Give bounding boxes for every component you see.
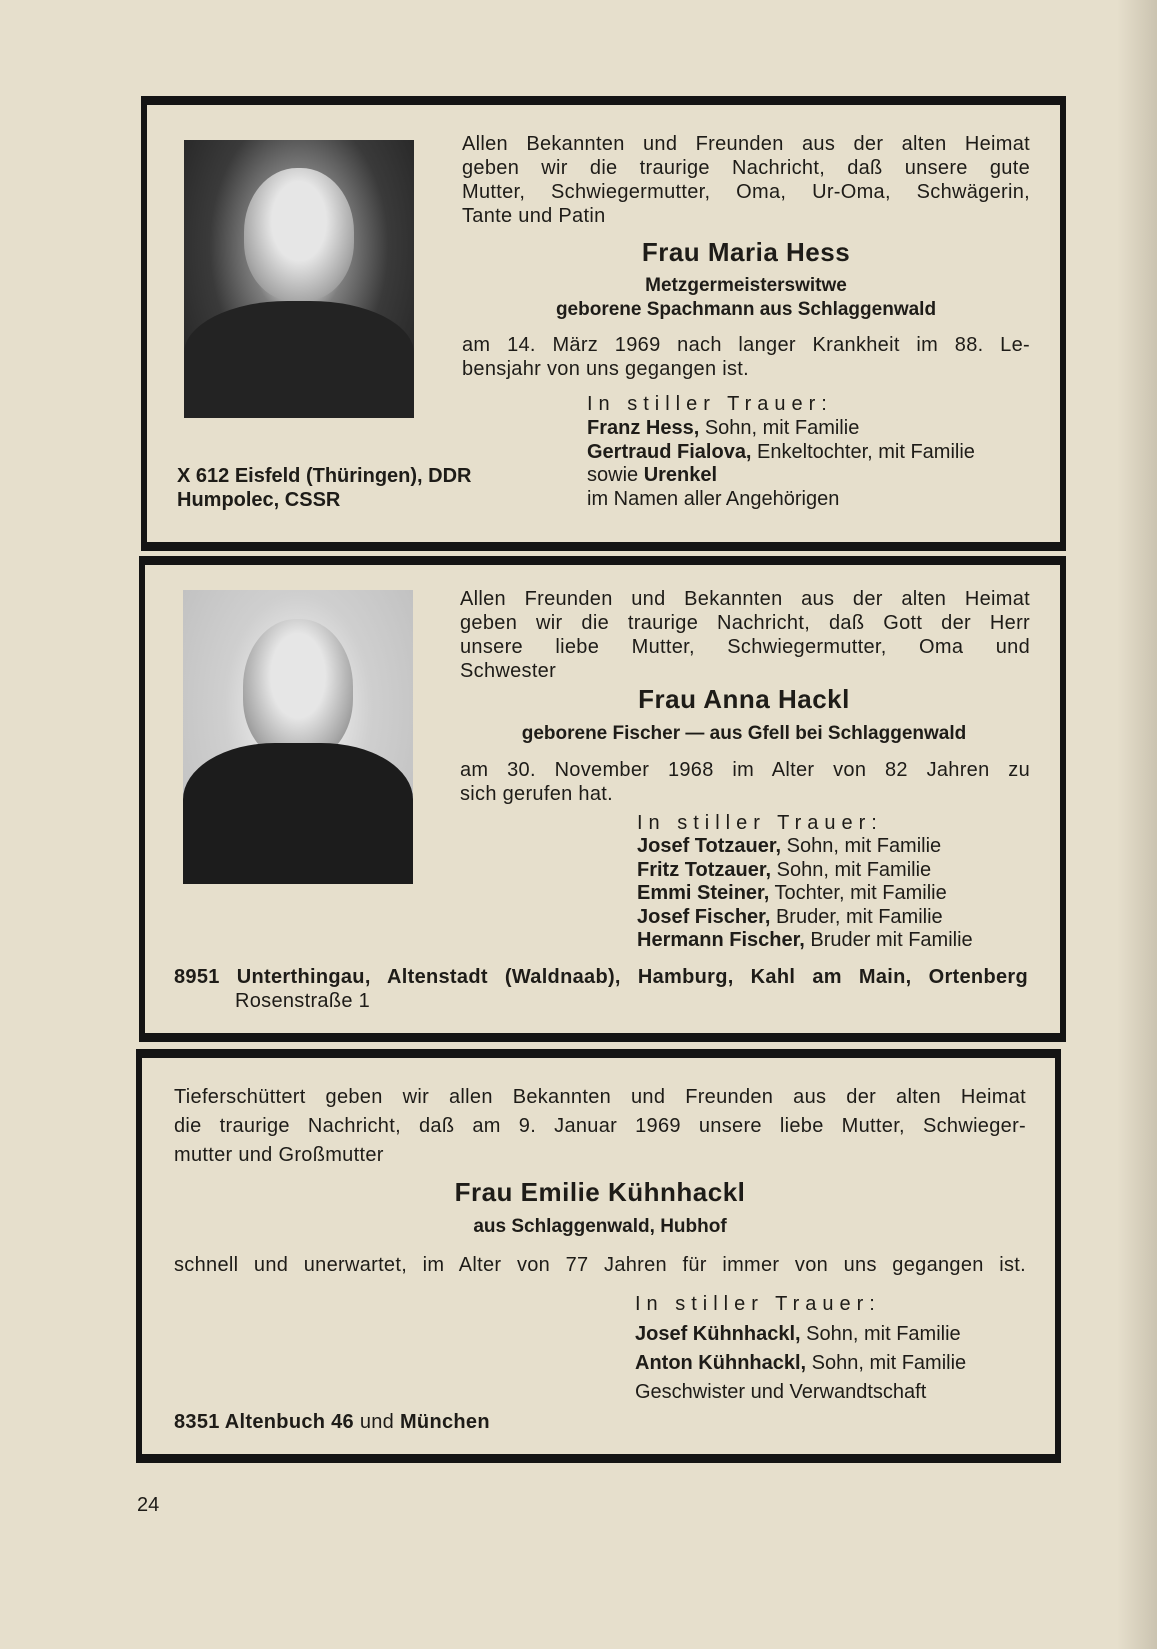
mourner: Fritz Totzauer, Sohn, mit Familie <box>637 858 932 881</box>
death-line: sich gerufen hat. <box>460 783 613 805</box>
address-line: 8351 Altenbuch 46 und München <box>174 1411 490 1433</box>
intro-line: Tieferschüttert geben wir allen Bekannten und Freunden aus der alten Heimat <box>174 1086 1026 1108</box>
mourner: Franz Hess, Sohn, mit Familie <box>587 417 860 439</box>
deceased-occupation: Metzgermeisterswitwe <box>645 275 847 296</box>
intro-line: Schwester <box>460 660 557 682</box>
page-number: 24 <box>137 1494 160 1516</box>
mourner: Anton Kühnhackl, Sohn, mit Familie <box>635 1352 967 1374</box>
mourning-heading: In stiller Trauer: <box>637 812 883 834</box>
deceased-name: Frau Anna Hackl <box>638 684 850 714</box>
intro-line: mutter und Großmutter <box>174 1144 384 1166</box>
mourner: Hermann Fischer, Bruder mit Familie <box>637 929 973 951</box>
page-edge-shadow <box>1117 0 1157 1649</box>
death-line: am 14. März 1969 nach langer Krankheit im 88. Le- <box>462 334 1030 356</box>
intro-line: Allen Bekannten und Freunden aus der alten Heimat <box>462 133 1030 155</box>
address-line: Rosenstraße 1 <box>235 990 371 1012</box>
mourner: Josef Kühnhackl, Sohn, mit Familie <box>635 1323 961 1345</box>
mourner: im Namen aller Angehörigen <box>587 487 840 510</box>
intro-line: Mutter, Schwiegermutter, Oma, Ur-Oma, Schwägerin, <box>462 181 1030 203</box>
deceased-name: Frau Emilie Kühnhackl <box>454 1177 746 1207</box>
intro-line: geben wir die traurige Nachricht, daß Gott der Herr <box>460 612 1030 634</box>
death-line: bensjahr von uns gegangen ist. <box>462 358 749 380</box>
death-line: am 30. November 1968 im Alter von 82 Jahren zu <box>460 759 1030 781</box>
portrait-maria-hess <box>184 140 414 418</box>
mourners-list <box>637 835 973 953</box>
address: X 612 Eisfeld (Thüringen), DDR Humpolec, CSSR <box>177 465 472 511</box>
deceased-origin: aus Schlaggenwald, Hubhof <box>473 1216 727 1237</box>
mourners-list <box>587 417 975 511</box>
intro-line: geben wir die traurige Nachricht, daß unsere gute <box>462 157 1030 179</box>
mourner: Emmi Steiner, Tochter, mit Familie <box>637 882 947 904</box>
mourner: Geschwister und Verwandtschaft <box>635 1381 927 1403</box>
deceased-birth-name: geborene Fischer — aus Gfell bei Schlaggenwald <box>521 723 967 744</box>
intro-line: die traurige Nachricht, daß am 9. Januar 1969 unsere liebe Mutter, Schwieger- <box>174 1115 1026 1137</box>
deceased-birth-name: geborene Spachmann aus Schlaggenwald <box>555 299 937 320</box>
mourner: Gertraud Fialova, Enkeltochter, mit Familie <box>587 440 975 463</box>
mourner: Josef Totzauer, Sohn, mit Familie <box>637 835 942 857</box>
mourning-heading: In stiller Trauer: <box>635 1293 881 1315</box>
death-line: schnell und unerwartet, im Alter von 77 Jahren für immer von uns gegangen ist. <box>174 1254 1026 1276</box>
mourner: Josef Fischer, Bruder, mit Familie <box>637 905 943 928</box>
mourners-list <box>635 1320 966 1407</box>
address-line: 8951 Unterthingau, Altenstadt (Waldnaab), Hamburg, Kahl am Main, Ortenberg <box>174 966 1028 988</box>
intro-line: Allen Freunden und Bekannten aus der alten Heimat <box>460 588 1030 610</box>
intro-line: Tante und Patin <box>462 205 606 227</box>
mourner: sowie Urenkel <box>587 464 718 486</box>
mourning-heading: In stiller Trauer: <box>587 393 833 415</box>
portrait-anna-hackl <box>183 590 413 884</box>
intro-line: unsere liebe Mutter, Schwiegermutter, Oma und <box>460 636 1030 658</box>
deceased-name: Frau Maria Hess <box>641 237 851 267</box>
